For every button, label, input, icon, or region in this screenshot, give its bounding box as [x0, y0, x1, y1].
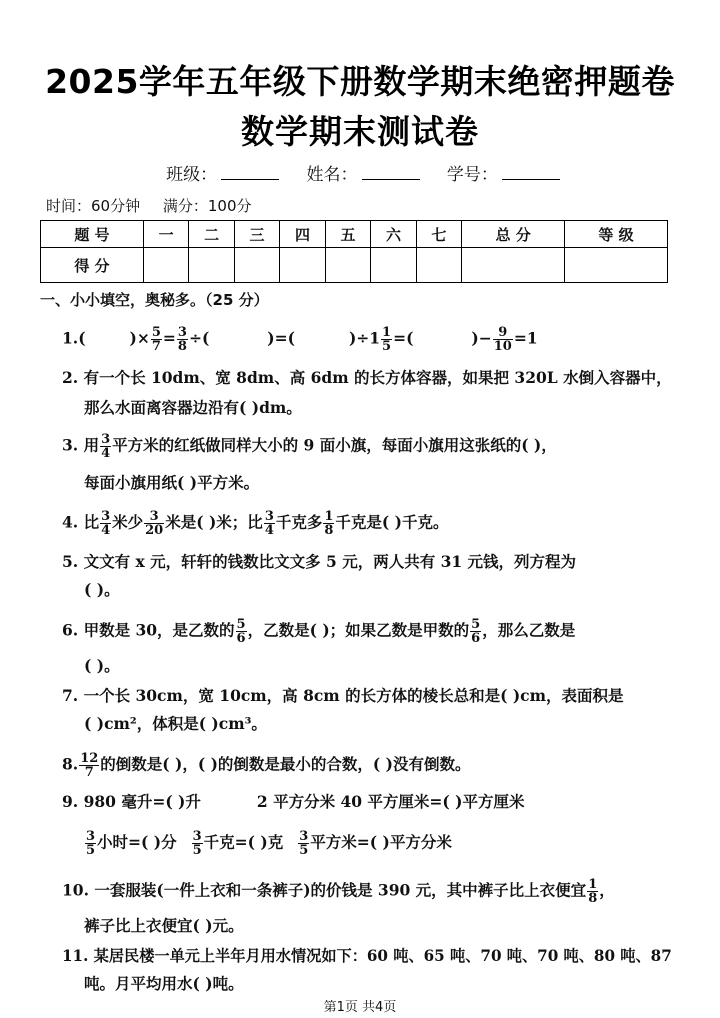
question-6: 6. 甲数是 30，是乙数的 $\frac{5}{6}$ ，乙数是( )；如果乙数是甲数的 $\frac{5}{6}$ ，那么乙数是 — [62, 617, 576, 646]
page-title: 2025学年五年级下册数学期末绝密押题卷 — [45, 62, 675, 101]
fraction: $\frac{1}{8}$ — [588, 877, 598, 906]
student-info — [0, 160, 720, 185]
fraction: $\frac{1}{8}$ — [324, 509, 334, 538]
exam-meta — [46, 195, 270, 216]
score-header-cell: 三 — [234, 221, 279, 248]
score-row-label: 得 分 — [41, 248, 144, 283]
question-2-line2: 那么水面离容器边沿有( )dm。 — [84, 398, 302, 417]
score-header-cell: 题 号 — [41, 221, 144, 248]
question-5-line2: ( )。 — [84, 580, 120, 599]
question-10-line2: 裤子比上衣便宜( )元。 — [84, 916, 244, 935]
score-header-cell: 一 — [143, 221, 188, 248]
score-cell[interactable] — [280, 248, 325, 283]
fraction: $\frac{3}{4}$ — [101, 432, 111, 461]
question-3: 3. 用 $\frac{3}{4}$ 平方米的红纸做同样大小的 9 面小旗，每面小旗用这张纸的( )， — [62, 432, 557, 461]
score-cell[interactable] — [234, 248, 279, 283]
fraction: $\frac{1}{5}$ — [382, 325, 392, 354]
question-8: 8. $\frac{12}{7}$ 的倒数是( )，( )的倒数是最小的合数，( )没有倒数。 — [62, 751, 471, 780]
score-cell[interactable] — [416, 248, 461, 283]
question-11: 11. 某居民楼一单元上半年月用水情况如下：60 吨、65 吨、70 吨、70 吨、80 吨、87 — [62, 946, 672, 965]
score-cell[interactable] — [462, 248, 565, 283]
question-11-line2: 吨。月平均用水( )吨。 — [84, 974, 244, 993]
score-cell[interactable] — [143, 248, 188, 283]
score-cell[interactable] — [371, 248, 416, 283]
score-cell[interactable] — [189, 248, 234, 283]
page-subtitle: 数学期末测试卷 — [241, 112, 479, 151]
fraction: $\frac{9}{10}$ — [493, 325, 512, 354]
time-limit: 时间：60分钟 — [46, 197, 141, 215]
id-label: 学号： — [446, 165, 498, 185]
question-6-line2: ( )。 — [84, 656, 120, 675]
question-9: 9. 980 毫升=( )升 2 平方分米 40 平方厘米=( )平方厘米 — [62, 792, 525, 811]
score-header-cell: 等 级 — [565, 221, 668, 248]
question-5: 5. 文文有 x 元，轩轩的钱数比文文多 5 元，两人共有 31 元钱，列方程为 — [62, 552, 577, 571]
section-1-title: 一、小小填空，奥秘多。（25 分） — [40, 291, 269, 309]
fraction: $\frac{3}{5}$ — [299, 829, 309, 858]
fraction: $\frac{3}{8}$ — [177, 325, 187, 354]
fraction: $\frac{3}{4}$ — [264, 509, 274, 538]
question-7: 7. 一个长 30cm，宽 10cm，高 8cm 的长方体的棱长总和是( )cm，表面积是 — [62, 686, 624, 705]
score-cell[interactable] — [565, 248, 668, 283]
fraction: $\frac{5}{6}$ — [471, 617, 481, 646]
score-header-cell: 七 — [416, 221, 461, 248]
score-table — [40, 220, 668, 283]
score-header-cell: 总 分 — [462, 221, 565, 248]
question-4: 4. 比 $\frac{3}{4}$ 米少 $\frac{3}{20}$ 米是( )米；比 $\frac{3}{4}$ 千克多 $\frac{1}{8}$ 千克是( )千克。 — [62, 509, 449, 538]
score-header-cell: 六 — [371, 221, 416, 248]
question-2: 2. 有一个长 10dm、宽 8dm、高 6dm 的长方体容器，如果把 320L 水倒入容器中， — [62, 368, 672, 387]
fraction: $\frac{3}{4}$ — [101, 509, 111, 538]
class-field[interactable] — [221, 163, 279, 180]
fraction: $\frac{3}{20}$ — [145, 509, 164, 538]
fraction: $\frac{3}{5}$ — [192, 829, 202, 858]
fraction: $\frac{5}{6}$ — [236, 617, 246, 646]
id-field[interactable] — [502, 163, 560, 180]
score-header-cell: 二 — [189, 221, 234, 248]
question-3-line2: 每面小旗用纸( )平方米。 — [84, 473, 260, 492]
question-1: 1.( )× $\frac{5}{7}$ = $\frac{3}{8}$ ÷( )=( )÷1 $\frac{1}{5}$ =( )− $\frac{9}{10}$ =1 — [62, 325, 538, 354]
score-header-cell: 五 — [325, 221, 370, 248]
fraction: $\frac{5}{7}$ — [151, 325, 161, 354]
fraction: $\frac{3}{5}$ — [86, 829, 96, 858]
score-cell[interactable] — [325, 248, 370, 283]
name-field[interactable] — [362, 163, 420, 180]
class-label: 班级： — [166, 165, 218, 185]
question-7-line2: ( )cm²，体积是( )cm³。 — [84, 714, 267, 733]
question-9-line2: $\frac{3}{5}$ 小时=( )分 $\frac{3}{5}$ 千克=( )克 $\frac{3}{5}$ 平方米=( )平方分米 — [86, 829, 452, 858]
full-score: 满分：100分 — [162, 197, 252, 215]
question-10: 10. 一套服装(一件上衣和一条裤子)的价钱是 390 元，其中裤子比上衣便宜 $\frac{1}{8}$ ， — [62, 877, 615, 906]
fraction: $\frac{12}{7}$ — [80, 751, 99, 780]
page-footer: 第1页 共4页 — [323, 1000, 397, 1015]
score-header-cell: 四 — [280, 221, 325, 248]
name-label: 姓名： — [306, 165, 358, 185]
